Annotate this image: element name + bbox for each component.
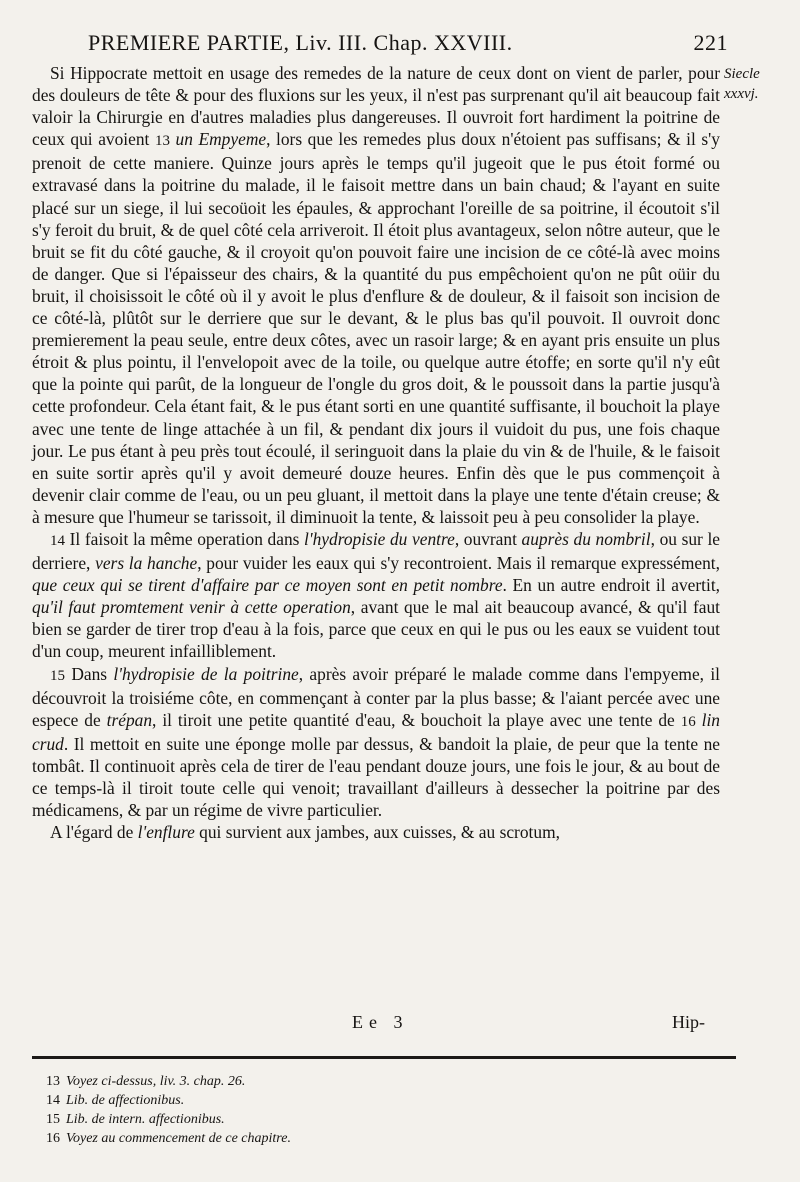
paragraph-1 (32, 62, 720, 528)
margin-note-line-2: xxxvj. (724, 86, 759, 102)
footnote-ref-13: 13 (154, 133, 170, 150)
footnote-text: Lib. de affectionibus. (66, 1093, 185, 1108)
paragraph-4-text-b: qui survient aux jambes, aux cuisses, & au scrotum, (194, 822, 560, 843)
paragraph-1-emphasis: un Empyeme (169, 129, 267, 150)
paragraph-3-text-a: Dans (65, 663, 114, 684)
paragraph-4-text-a: A l'égard de (50, 822, 138, 843)
footnote (46, 1129, 646, 1148)
paragraph-2-emphasis-a: l'hydropisie du ventre (304, 528, 455, 549)
running-title: PREMIERE PARTIE, Liv. III. Chap. XXVIII. (88, 30, 513, 55)
paragraph-2-text-d: , pour vuider les eaux qui s'y recontroient. Mais il remarque expressément, (197, 553, 720, 574)
paragraph-3-emphasis-a: l'hydropisie de la poitrine (113, 663, 299, 684)
paragraph-2-text-c: , ou sur le derriere, (32, 528, 721, 574)
footnote-ref-16: 16 (680, 713, 696, 730)
margin-note-line-1: Siecle (724, 66, 760, 82)
paragraph-2-emphasis-b: auprès du nombril (521, 528, 651, 549)
footnote-divider (32, 1056, 736, 1059)
signature-mark: Ee 3 (352, 1012, 409, 1032)
paragraph-2-text-a: Il faisoit la même operation dans (65, 528, 305, 549)
catchword: Hip- (672, 1012, 705, 1032)
paragraph-3-text-d: . Il mettoit en suite une éponge molle par dessus, & bandoit la plaie, de peur que la tente ne tombât. Il continuoit après cela de tirer de l'eau pendant douze jours, une fois le jour, & au bout de ce temps-là il tiroit toute celle qui venoit; travaillant d'ailleurs à dessecher la poitrine par des médicamens, & par un régime de vivre particulier. (32, 733, 720, 821)
page-header (88, 30, 728, 60)
paragraph-2-text-e: . En un autre endroit il avertit, (502, 575, 721, 596)
page-number: 221 (693, 30, 728, 55)
body-text (32, 62, 720, 843)
footnote (46, 1072, 646, 1091)
footnote (46, 1110, 646, 1129)
paragraph-3-emphasis-b: trépan (106, 709, 153, 730)
paragraph-4-emphasis: l'enflure (137, 822, 195, 843)
footnotes (46, 1072, 646, 1148)
page-footer (0, 1012, 800, 1036)
footnote-number: 16 (46, 1131, 60, 1146)
paragraph-2 (32, 528, 720, 663)
paragraph-3-emphasis-c: lin crud (32, 709, 720, 754)
paragraph-2-emphasis-c: vers la hanche (95, 553, 198, 574)
paragraph-3-text-c: , il tiroit une petite quantité d'eau, & bouchoit la playe avec une tente de (152, 709, 681, 730)
footnote-text: Voyez au commencement de ce chapitre. (66, 1131, 291, 1146)
paragraph-2-text-f: , avant que le mal ait beaucoup avancé, & qu'il faut bien se garder de tirer trop d'eau à la fois, parce que ceux en qui le pus ou les eaux se vuident tout d'un coup, meurent infailliblement. (32, 597, 720, 662)
paragraph-3 (32, 663, 720, 822)
footnote-number: 14 (46, 1093, 60, 1108)
footnote-text: Lib. de intern. affectionibus. (66, 1112, 225, 1127)
footnote (46, 1091, 646, 1110)
paragraph-4 (32, 821, 720, 843)
paragraph-2-emphasis-e: qu'il faut promtement venir à cette operation (32, 597, 351, 618)
paragraph-1-text-b: , lors que les remedes plus doux n'étoient pas suffisans; & il s'y prenoit de cette maniere. Quinze jours après le temps qu'il jugeoit que le pus étoit formé ou extravasé dans la poitrine du malade, il le faisoit mettre dans un bain chaud; & l'ayant en suite placé sur un siege, il lui secoüoit les épaules, & approchant l'oreille de sa poitrine, il écoutoit s'il s'y feroit du bruit, & de quel côté cela arriveroit. Il étoit plus avantageux, selon nôtre auteur, que le bruit se fit du côté gauche, & il croyoit qu'on pouvoit faire une incision de ce côté-là avec moins de danger. Que si l'épaisseur des chairs, & la quantité du pus empêchoient qu'on ne pût oüir du bruit, il choisissoit le côté où il y avoit le plus d'enflure & de douleur, & il faisoit son incision de ce côté-là, plûtôt sur le derriere que sur le devant, & le plus bas qu'il pouvoit. Il ouvroit donc premierement la peau seule, entre deux côtes, avec un rasoir large; & en ayant pris ensuite un plus étroit & plus pointu, il l'envelopoit avec de la toile, ou quelque autre étoffe; en sorte qu'il n'y eût que la pointe qui parût, de la longueur de l'ongle du gros doit, & le poussoit dans la partie jusqu'à cette profondeur. Cela étant fait, & le pus étant sorti en une quantité suffisante, il bouchoit la playe avec une tente de linge attachée à un fil, & pendant dix jours il vuidoit du pus, une fois chaque jour. Le pus étant à peu près tout écoulé, il seringuoit dans la plaie du vin & de l'huile, & le faisoit en suite sortir après qu'il y avoit demeuré douze heures. Enfin dès que le pus commençoit à devenir clair comme de l'eau, ou un peu gluant, il mettoit dans la playe une tente d'étain creuse; & à mesure que l'humeur se tarissoit, il diminuoit la tente, & laissoit peu à peu consolider la playe. (32, 129, 721, 527)
paragraph-3-text-b: , après avoir préparé le malade comme dans l'empyeme, il découvroit la troisiéme côte, en commençant à conter par la plus basse; & l'aiant percée avec une espece de (32, 663, 721, 730)
paragraph-1-text-a: Si Hippocrate mettoit en usage des remedes de la nature de ceux dont on vient de parler, pour des douleurs de tête & pour des fluxions sur les yeux, il n'est pas surprenant qu'il ait beaucoup fait valoir la Chirurgie en d'autres maladies plus dangereuses. Il ouvroit fort hardiment la poitrine de ceux qui avoient (32, 63, 720, 150)
paragraph-2-text-b: , ouvrant (454, 528, 522, 549)
footnote-number: 13 (46, 1074, 60, 1089)
footnote-ref-15: 15 (50, 667, 65, 684)
footnote-ref-14: 14 (50, 532, 65, 549)
paragraph-2-emphasis-d: que ceux qui se tirent d'affaire par ce moyen sont en petit nombre (32, 575, 503, 596)
margin-note (724, 64, 794, 104)
footnote-text: Voyez ci-dessus, liv. 3. chap. 26. (66, 1074, 246, 1089)
footnote-number: 15 (46, 1112, 60, 1127)
